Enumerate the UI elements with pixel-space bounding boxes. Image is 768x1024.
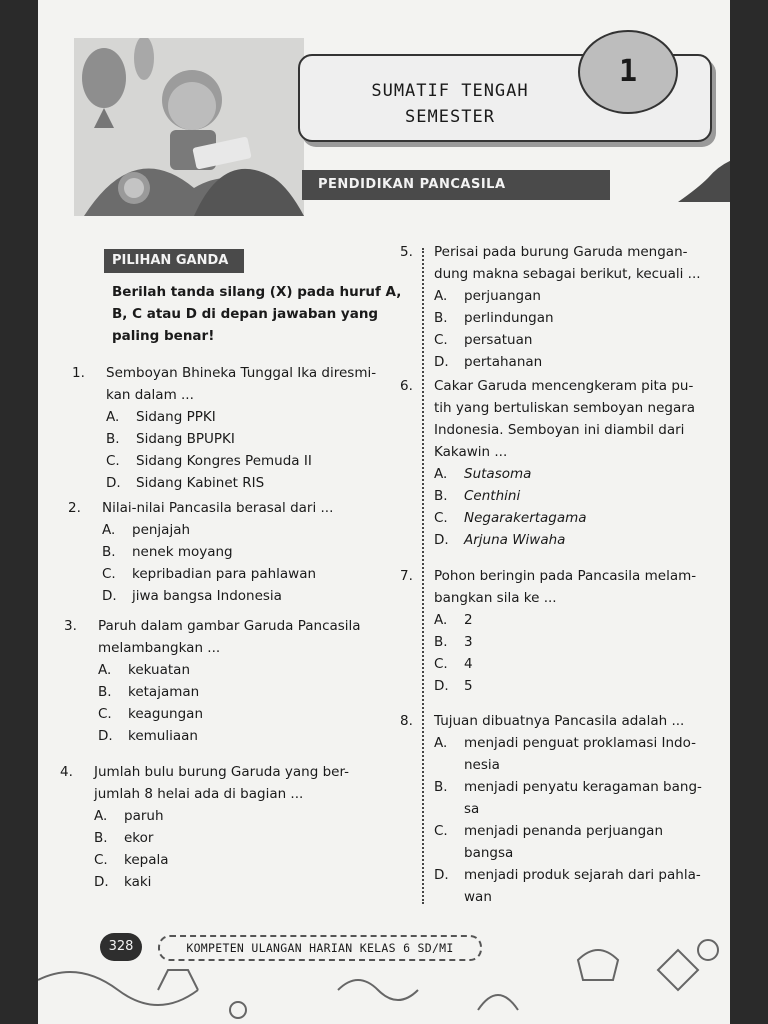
option-text: Sidang PPKI — [136, 409, 216, 425]
option-letter: B. — [434, 634, 448, 650]
option-letter: A. — [434, 288, 448, 304]
footer-label: KOMPETEN ULANGAN HARIAN KELAS 6 SD/MI — [158, 935, 482, 961]
option-b[interactable] — [98, 681, 398, 703]
question-number: 3. — [64, 618, 77, 634]
option-text: menjadi penyatu keragaman bang- sa — [464, 779, 702, 817]
option-b[interactable] — [106, 428, 402, 450]
option-text: 2 — [464, 612, 473, 628]
option-text: perlindungan — [464, 310, 554, 326]
question-5 — [400, 241, 706, 373]
option-d[interactable] — [434, 351, 706, 373]
option-text: menjadi produk sejarah dari pahla- wan — [464, 867, 701, 905]
option-b[interactable] — [434, 631, 706, 653]
option-text: perjuangan — [464, 288, 541, 304]
option-text: pertahanan — [464, 354, 543, 370]
child-reading-illustration — [74, 38, 304, 216]
option-letter: A. — [434, 612, 448, 628]
option-b[interactable] — [102, 541, 398, 563]
question-number: 6. — [400, 378, 413, 394]
question-stem: Paruh dalam gambar Garuda Pancasila melambangkan ... — [98, 618, 361, 656]
option-letter: D. — [94, 874, 109, 890]
option-letter: C. — [434, 656, 448, 672]
page-number: 328 — [100, 933, 142, 961]
option-text: Sidang Kongres Pemuda II — [136, 453, 312, 469]
option-d[interactable] — [434, 529, 706, 551]
option-letter: D. — [106, 475, 121, 491]
question-number: 4. — [60, 764, 73, 780]
option-c[interactable] — [434, 329, 706, 351]
question-stem: Tujuan dibuatnya Pancasila adalah ... — [434, 713, 685, 729]
subject-bar: PENDIDIKAN PANCASILA — [302, 170, 610, 200]
question-number: 8. — [400, 713, 413, 729]
question-1 — [72, 362, 402, 494]
option-letter: A. — [434, 735, 448, 751]
chapter-number: 1 — [578, 30, 678, 114]
option-letter: B. — [434, 488, 448, 504]
question-4 — [60, 761, 390, 893]
option-d[interactable] — [434, 675, 706, 697]
option-c[interactable] — [94, 849, 390, 871]
question-7 — [400, 565, 706, 697]
option-text: Sidang Kabinet RIS — [136, 475, 265, 491]
option-letter: C. — [434, 823, 448, 839]
option-letter: C. — [102, 566, 116, 582]
option-a[interactable] — [434, 463, 706, 485]
option-c[interactable] — [434, 820, 714, 864]
option-letter: A. — [106, 409, 120, 425]
option-text: Centhini — [464, 488, 521, 504]
option-text: 4 — [464, 656, 473, 672]
option-text: menjadi penguat proklamasi Indo- nesia — [464, 735, 696, 773]
option-text: persatuan — [464, 332, 533, 348]
option-a[interactable] — [434, 732, 714, 776]
option-d[interactable] — [94, 871, 390, 893]
option-text: 5 — [464, 678, 473, 694]
option-d[interactable] — [106, 472, 402, 494]
question-stem: Semboyan Bhineka Tunggal Ika diresmi- kan dalam ... — [106, 365, 377, 403]
question-stem: Jumlah bulu burung Garuda yang ber- jumlah 8 helai ada di bagian ... — [94, 764, 350, 802]
option-text: kemuliaan — [128, 728, 198, 744]
option-letter: C. — [434, 332, 448, 348]
option-a[interactable] — [434, 609, 706, 631]
option-c[interactable] — [98, 703, 398, 725]
option-text: Sutasoma — [464, 466, 532, 482]
option-a[interactable] — [434, 285, 706, 307]
option-letter: B. — [106, 431, 120, 447]
option-a[interactable] — [106, 406, 402, 428]
option-c[interactable] — [434, 653, 706, 675]
option-letter: C. — [98, 706, 112, 722]
option-d[interactable] — [434, 864, 714, 908]
option-letter: A. — [102, 522, 116, 538]
option-letter: B. — [102, 544, 116, 560]
option-letter: D. — [434, 678, 449, 694]
option-a[interactable] — [94, 805, 390, 827]
book-page — [38, 0, 730, 1024]
instruction-text: Berilah tanda silang (X) pada huruf A, B, C atau D di depan jawaban yang paling benar! — [112, 284, 402, 344]
page-title — [300, 78, 600, 130]
question-stem: Nilai-nilai Pancasila berasal dari ... — [102, 500, 334, 516]
option-text: Arjuna Wiwaha — [464, 532, 566, 548]
option-c[interactable] — [434, 507, 706, 529]
option-text: Sidang BPUPKI — [136, 431, 235, 447]
option-text: penjajah — [132, 522, 191, 538]
option-c[interactable] — [102, 563, 398, 585]
option-a[interactable] — [98, 659, 398, 681]
option-c[interactable] — [106, 450, 402, 472]
option-letter: C. — [106, 453, 120, 469]
option-text: nenek moyang — [132, 544, 233, 560]
question-stem: Pohon beringin pada Pancasila melam- bangkan sila ke ... — [434, 568, 697, 606]
option-text: 3 — [464, 634, 473, 650]
question-2 — [68, 497, 398, 607]
option-letter: D. — [98, 728, 113, 744]
option-b[interactable] — [94, 827, 390, 849]
option-text: ketajaman — [128, 684, 200, 700]
option-letter: A. — [94, 808, 108, 824]
option-letter: B. — [434, 779, 448, 795]
subject-bar-ornament — [678, 158, 730, 202]
option-text: menjadi penanda perjuangan bangsa — [464, 823, 663, 861]
option-d[interactable] — [98, 725, 398, 747]
question-number: 5. — [400, 244, 413, 260]
option-letter: D. — [102, 588, 117, 604]
option-text: kepribadian para pahlawan — [132, 566, 317, 582]
option-b[interactable] — [434, 307, 706, 329]
option-text: kepala — [124, 852, 169, 868]
title-line-2: SEMESTER — [405, 107, 495, 127]
option-b[interactable] — [434, 776, 714, 820]
option-d[interactable] — [102, 585, 398, 607]
option-letter: D. — [434, 867, 449, 883]
option-letter: B. — [434, 310, 448, 326]
option-letter: D. — [434, 532, 449, 548]
option-letter: B. — [98, 684, 112, 700]
option-letter: A. — [434, 466, 448, 482]
option-text: kaki — [124, 874, 152, 890]
question-8 — [400, 710, 714, 908]
question-3 — [64, 615, 398, 747]
question-number: 7. — [400, 568, 413, 584]
question-number: 1. — [72, 365, 85, 381]
option-b[interactable] — [434, 485, 706, 507]
option-letter: C. — [434, 510, 448, 526]
question-6 — [400, 375, 706, 551]
option-letter: D. — [434, 354, 449, 370]
option-text: keagungan — [128, 706, 203, 722]
question-stem: Cakar Garuda mencengkeram pita pu- tih yang bertuliskan semboyan negara Indonesia. Semboyan ini diambil dari Kakawin ... — [434, 378, 696, 460]
option-text: paruh — [124, 808, 164, 824]
option-text: Negarakertagama — [464, 510, 587, 526]
section-tag: PILIHAN GANDA — [104, 249, 244, 273]
option-a[interactable] — [102, 519, 398, 541]
question-number: 2. — [68, 500, 81, 516]
option-letter: B. — [94, 830, 108, 846]
title-line-1: SUMATIF TENGAH — [371, 81, 529, 101]
option-text: kekuatan — [128, 662, 190, 678]
option-text: jiwa bangsa Indonesia — [132, 588, 282, 604]
question-stem: Perisai pada burung Garuda mengan- dung makna sebagai berikut, kecuali ... — [434, 244, 701, 282]
option-letter: C. — [94, 852, 108, 868]
option-letter: A. — [98, 662, 112, 678]
option-text: ekor — [124, 830, 154, 846]
